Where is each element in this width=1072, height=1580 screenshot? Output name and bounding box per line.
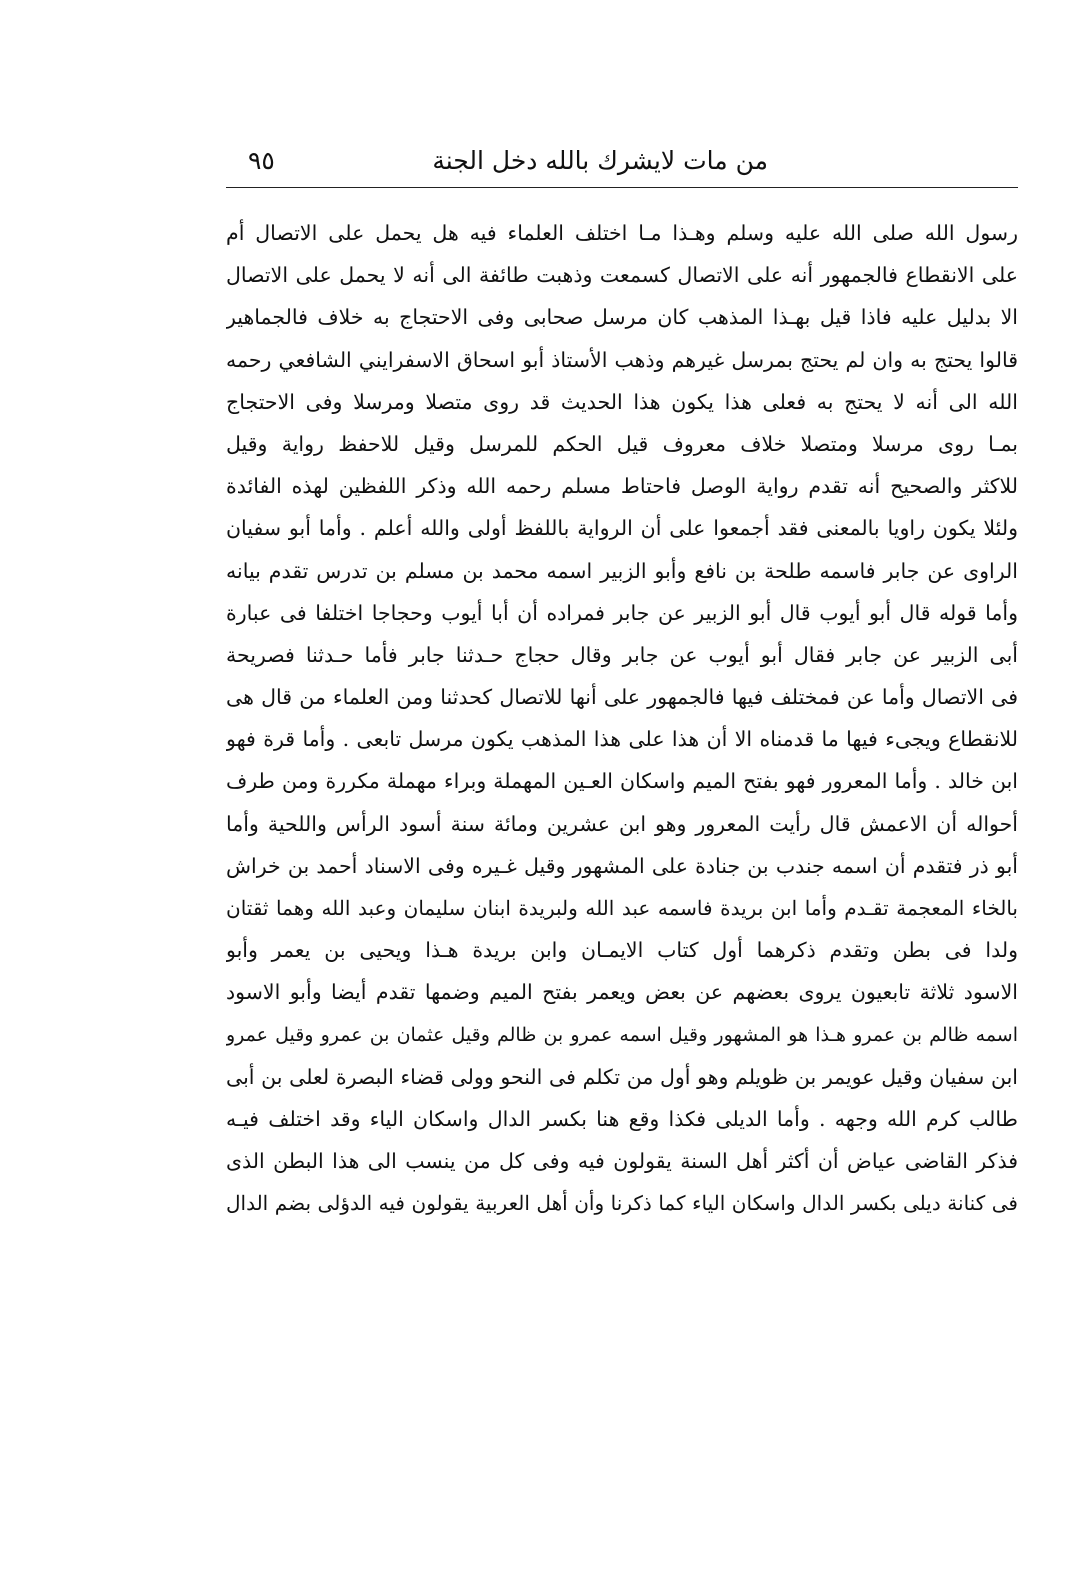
text-line: على الانقطاع فالجمهور أنه على الاتصال كسمعت وذهبت طائفة الى أنه لا يحمل على الاتصال bbox=[226, 263, 1018, 288]
text-line: ابن سفيان وقيل عويمر بن ظويلم وهو أول من تكلم فى النحو وولى قضاء البصرة لعلى بن أبى bbox=[226, 1064, 1018, 1089]
text-line: طالب كرم الله وجهه . وأما الديلى فكذا وقع هنا بكسر الدال واسكان الياء وقد اختلف فيـه bbox=[226, 1106, 1018, 1131]
text-line: أحواله أن الاعمش قال رأيت المعرور وهو ابن عشرين ومائة سنة أسود الرأس واللحية وأما bbox=[226, 811, 1018, 836]
text-line: بالخاء المعجمة تقـدم وأما ابن بريدة فاسمه عبد الله ولبريدة ابنان سليمان وعبد الله وهما ثقتان bbox=[226, 896, 1018, 920]
text-line: بمـا روى مرسلا ومتصلا خلاف معروف قيل الحكم للمرسل وقيل للاحفظ رواية وقيل bbox=[226, 431, 1018, 456]
text-line: للاكثر والصحيح أنه تقدم رواية الوصل فاحتاط مسلم رحمه الله وذكر اللفظين لهذه الفائدة bbox=[226, 474, 1018, 499]
text-line: أبو ذر فتقدم أن اسمه جندب بن جنادة على المشهور وقيل غـيره وفى الاسناد أحمد بن خراش bbox=[226, 853, 1018, 878]
body-text bbox=[226, 212, 1018, 1225]
text-line: قالوا يحتج به وان لم يحتج بمرسل غيرهم وذهب الأستاذ أبو اسحاق الاسفرايني الشافعي رحمه bbox=[226, 347, 1018, 372]
page-number: ٩٥ bbox=[248, 146, 275, 175]
text-line: الاسود ثلاثة تابعيون يروى بعضهم عن بعض ويعمر بفتح الميم وضمها تقدم أيضا وأبو الاسود bbox=[226, 980, 1018, 1005]
text-line: فذكر القاضى عياض أن أكثر أهل السنة يقولون فيه وفى كل من ينسب الى هذا البطن الذى bbox=[226, 1149, 1018, 1174]
text-line: ولئلا يكون راويا بالمعنى فقد أجمعوا على أن الرواية باللفظ أولى والله أعلم . وأما أبو سفيان bbox=[226, 516, 1018, 541]
text-line: وأما قوله قال أبو أيوب قال أبو الزبير عن جابر فمراده أن أبا أيوب وحجاجا اختلفا فى عبارة bbox=[226, 600, 1018, 625]
text-line: الراوى عن جابر فاسمه طلحة بن نافع وأبو الزبير اسمه محمد بن مسلم بن تدرس تقدم بيانه bbox=[226, 558, 1018, 583]
text-line: ولدا فى بطن وتقدم ذكرهما أول كتاب الايمـان وابن بريدة هـذا ويحيى بن يعمر وأبو bbox=[226, 938, 1018, 963]
text-line: للانقطاع ويجىء فيها ما قدمناه الا أن هذا على هذا المذهب يكون مرسل تابعى . وأما قرة فهو bbox=[226, 727, 1018, 752]
text-line: ابن خالد . وأما المعرور فهو بفتح الميم واسكان العـين المهملة وبراء مهملة مكررة ومن طرف bbox=[226, 769, 1018, 794]
text-line: أبى الزبير عن جابر فقال أبو أيوب عن جابر وقال حجاج حـدثنا جابر فأما حـدثنا فصريحة bbox=[226, 642, 1018, 667]
page-header bbox=[226, 142, 1018, 188]
text-line: اسمه ظالم بن عمرو هـذا هو المشهور وقيل اسمه عمرو بن ظالم وقيل عثمان بن عمرو وقيل عمرو bbox=[226, 1023, 1018, 1046]
header-rule bbox=[226, 187, 1018, 188]
text-line: فى الاتصال وأما عن فمختلف فيها فالجمهور على أنها للاتصال كحدثنا ومن العلماء من قال هى bbox=[226, 685, 1018, 710]
text-line: الله الى أنه لا يحتج به فعلى هذا يكون هذا الحديث قد روى متصلا ومرسلا وفى الاحتجاج bbox=[226, 389, 1018, 414]
running-title: من مات لايشرك بالله دخل الجنة bbox=[432, 146, 768, 175]
text-line: فى كنانة ديلى بكسر الدال واسكان الياء كما ذكرنا وأن أهل العربية يقولون فيه الدؤلى بضم الدال bbox=[226, 1191, 1018, 1216]
text-line: رسول الله صلى الله عليه وسلم وهـذا مـا اختلف العلماء فيه هل يحمل على الاتصال أم bbox=[226, 221, 1018, 245]
text-line: الا بدليل عليه فاذا قيل بهـذا المذهب كان مرسل صحابى وفى الاحتجاج به خلاف فالجماهير bbox=[226, 305, 1018, 330]
